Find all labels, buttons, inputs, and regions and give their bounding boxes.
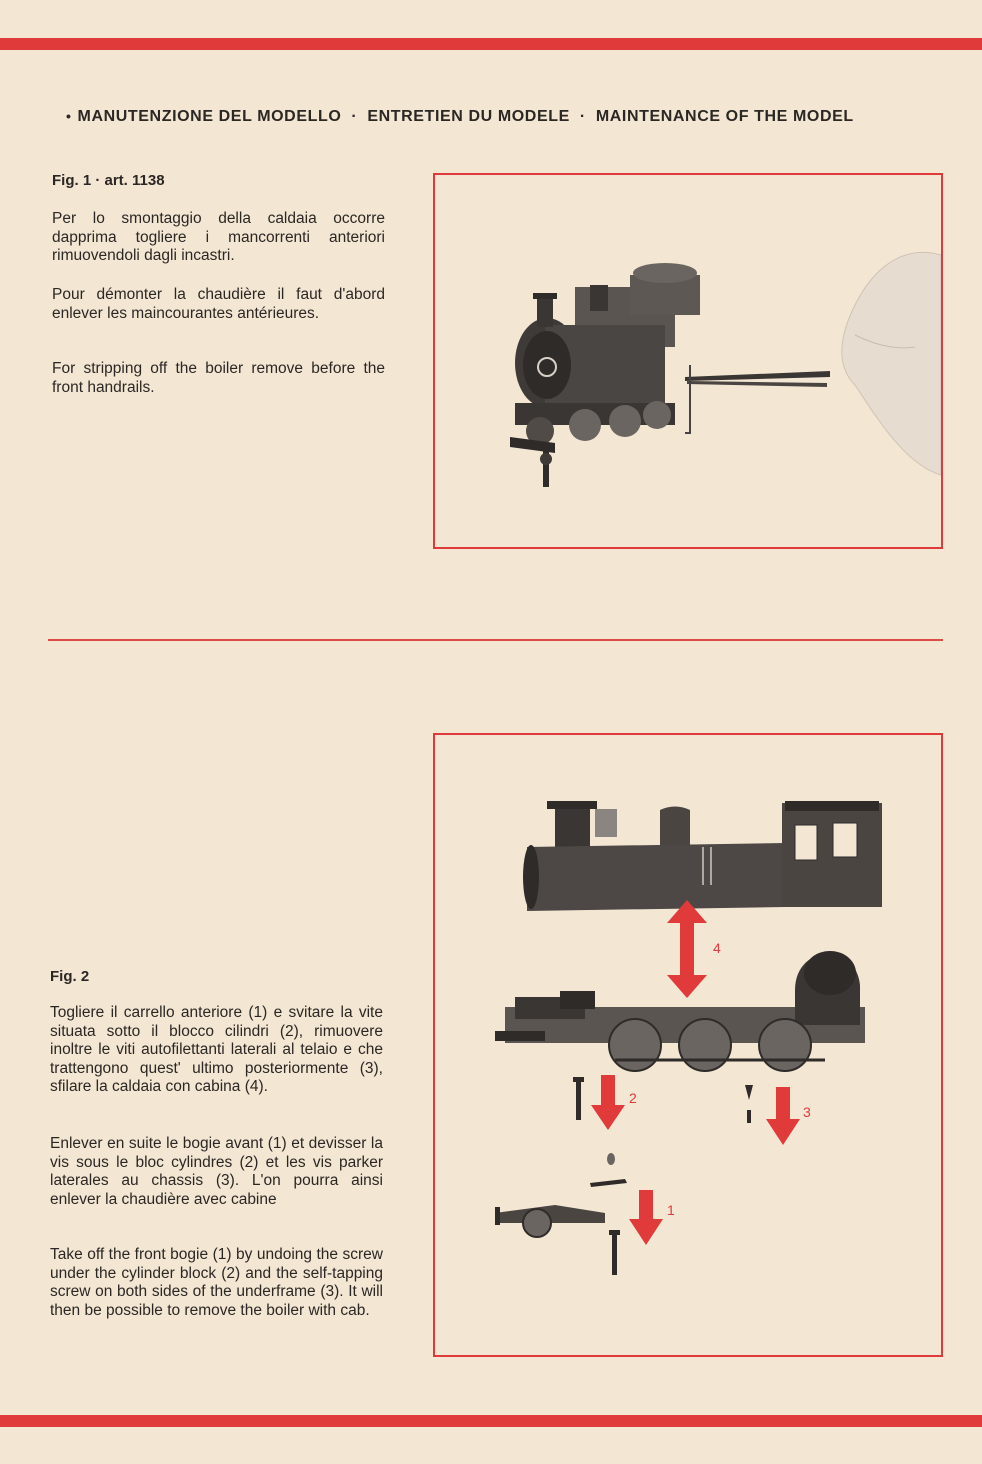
section-divider bbox=[48, 639, 943, 641]
header-italian: MANUTENZIONE DEL MODELLO bbox=[77, 108, 342, 125]
front-bogie bbox=[495, 1205, 620, 1275]
arrow-3 bbox=[766, 1087, 800, 1145]
arrow-2 bbox=[591, 1075, 625, 1130]
fig1-photo-frame bbox=[433, 173, 943, 549]
fig2-diagram-frame bbox=[433, 733, 943, 1357]
label-2: 2 bbox=[629, 1090, 637, 1106]
side-screws bbox=[745, 1085, 753, 1123]
cylinder-screw bbox=[573, 1077, 584, 1120]
fig2-text-italian: Togliere il carrello anteriore (1) e svitare la vite situata sotto il blocco cilindri (2), rimuovere inoltre le viti autofilettanti laterali al telaio e che trattengono quest' ultimo posteriormente (3), sfilare la caldaia con cabina (4). bbox=[50, 1004, 383, 1095]
header-bullet: • bbox=[66, 108, 72, 124]
arrow-4 bbox=[667, 900, 707, 998]
label-3: 3 bbox=[803, 1104, 811, 1120]
fig1-text-french: Pour démonter la chaudière il faut d'abord enlever les maincourantes antérieures. bbox=[52, 286, 385, 322]
header-separator: · bbox=[351, 108, 358, 125]
fig1-text-italian: Per lo smontaggio della caldaia occorre dapprima togliere i mancorrenti anteriori rimuovendoli dagli incastri. bbox=[52, 210, 385, 264]
page-header bbox=[66, 108, 926, 126]
small-parts bbox=[590, 1153, 627, 1187]
label-1: 1 bbox=[667, 1202, 675, 1218]
header-french: ENTRETIEN DU MODELE bbox=[367, 108, 570, 125]
fig2-title: Fig. 2 bbox=[50, 968, 90, 985]
fig1-locomotive-photo bbox=[435, 175, 941, 547]
fig2-exploded-diagram bbox=[435, 735, 941, 1355]
fig2-text-french: Enlever en suite le bogie avant (1) et devisser la vis sous le bloc cylindres (2) et les vis parker laterales au chassis (3). L'on pourra ainsi enlever la chaudière avec cabine bbox=[50, 1135, 383, 1208]
label-4: 4 bbox=[713, 940, 721, 956]
fig1-text-english: For stripping off the boiler remove before the front handrails. bbox=[52, 360, 385, 396]
fig1-title: Fig. 1 · art. 1138 bbox=[52, 172, 165, 189]
top-red-band bbox=[0, 38, 982, 50]
arrow-1 bbox=[629, 1190, 663, 1245]
header-english: MAINTENANCE OF THE MODEL bbox=[595, 108, 854, 125]
header-separator: · bbox=[579, 108, 586, 125]
bottom-red-band bbox=[0, 1415, 982, 1427]
fig2-text-english: Take off the front bogie (1) by undoing the screw under the cylinder block (2) and the self-tapping screw on both sides of the underframe (3). It will then be possible to remove the boiler with cab. bbox=[50, 1246, 383, 1319]
boiler-with-cab bbox=[523, 801, 882, 911]
